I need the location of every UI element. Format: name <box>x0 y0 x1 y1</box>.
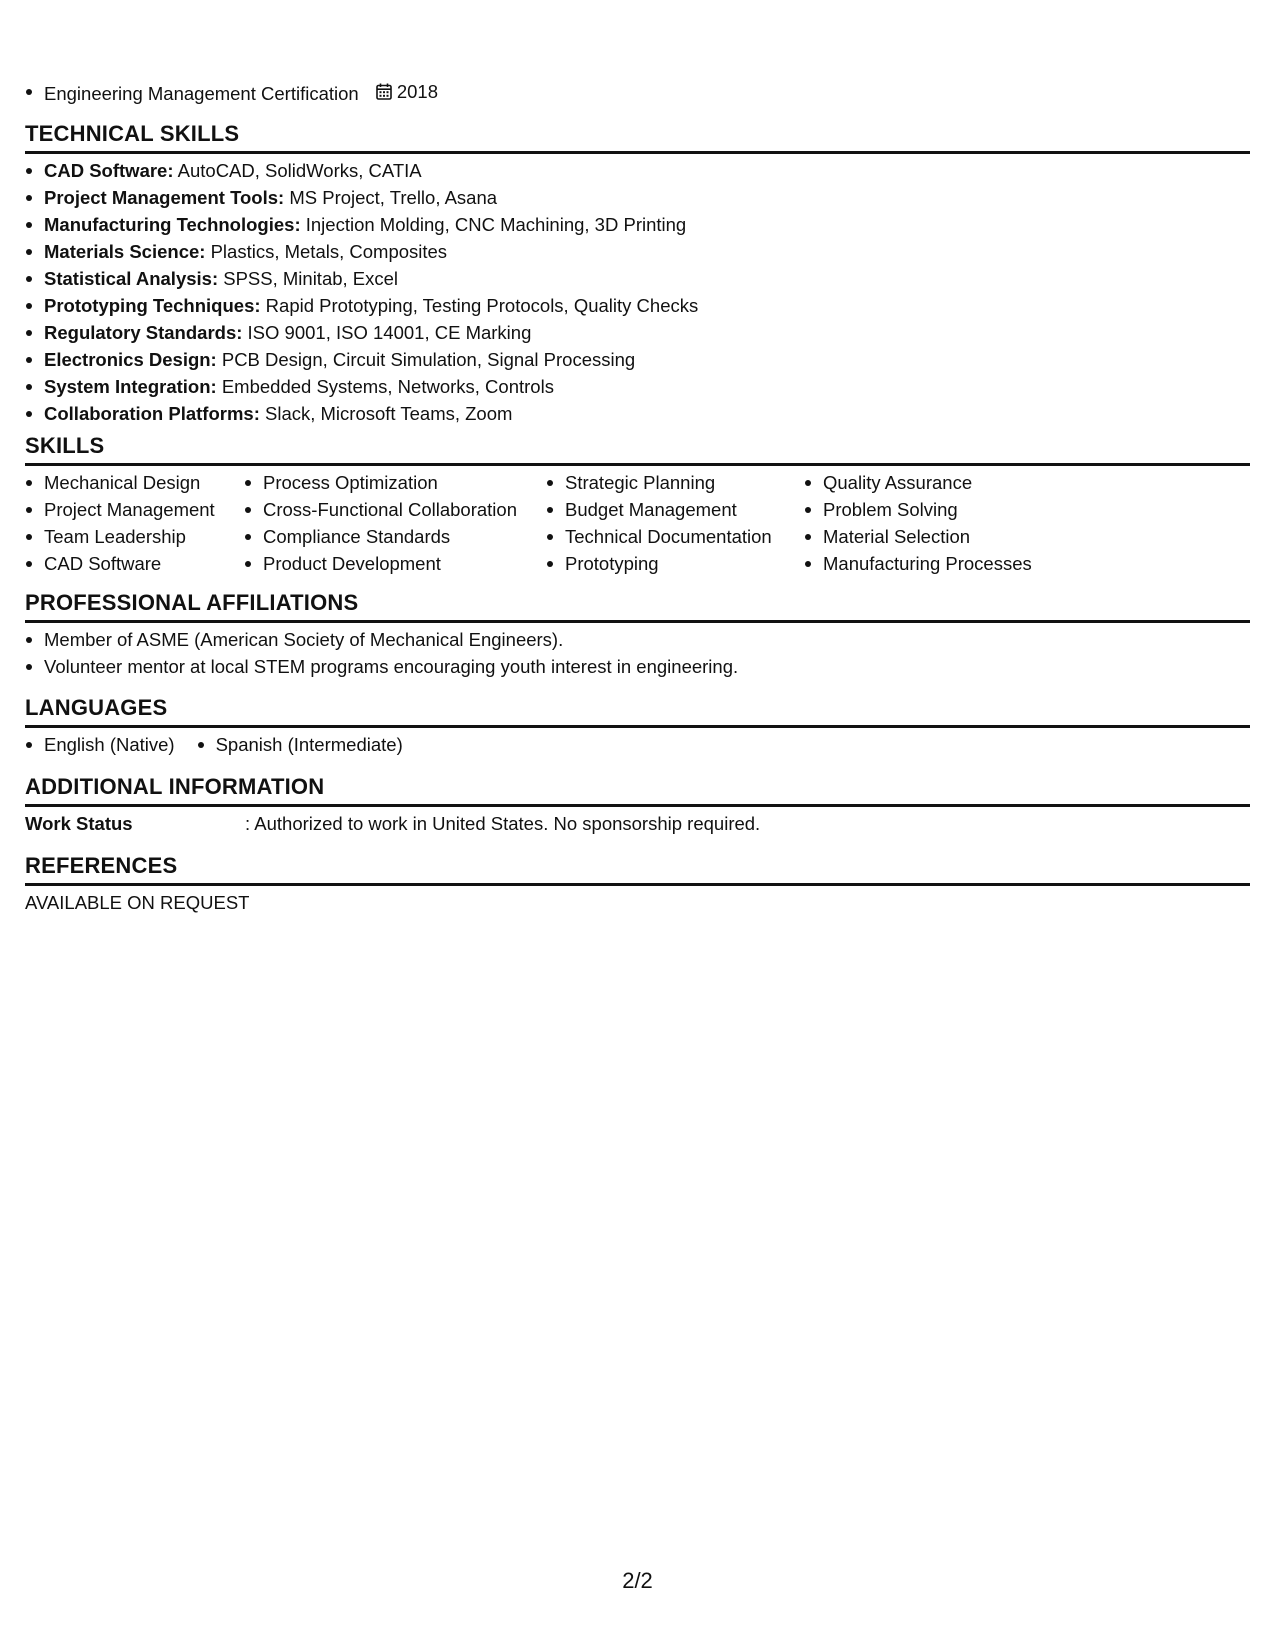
skill-item: Budget Management <box>546 496 804 523</box>
technical-skill-item <box>25 292 1250 319</box>
skill-item: Product Development <box>244 550 546 577</box>
skill-item: Strategic Planning <box>546 469 804 496</box>
skill-item: Team Leadership <box>25 523 244 550</box>
work-status-row <box>25 810 1250 837</box>
skill-item: Technical Documentation <box>546 523 804 550</box>
additional-info-heading: ADDITIONAL INFORMATION <box>25 774 1250 807</box>
skill-item: Quality Assurance <box>804 469 1064 496</box>
technical-skill-value: SPSS, Minitab, Excel <box>223 268 399 289</box>
technical-skill-item <box>25 346 1250 373</box>
skills-column <box>804 469 1064 577</box>
skills-column <box>244 469 546 577</box>
technical-skill-value: AutoCAD, SolidWorks, CATIA <box>177 160 422 181</box>
technical-skill-label: CAD Software: <box>44 160 174 181</box>
skill-item: Manufacturing Processes <box>804 550 1064 577</box>
technical-skill-item <box>25 373 1250 400</box>
languages-list <box>25 731 1250 758</box>
certifications-list <box>25 78 438 107</box>
skill-item: Material Selection <box>804 523 1064 550</box>
references-heading: REFERENCES <box>25 853 1250 886</box>
skills-column <box>546 469 804 577</box>
technical-skill-item <box>25 265 1250 292</box>
technical-skill-value: MS Project, Trello, Asana <box>289 187 498 208</box>
technical-skill-value: Plastics, Metals, Composites <box>210 241 448 262</box>
technical-skill-value: ISO 9001, ISO 14001, CE Marking <box>247 322 532 343</box>
technical-skill-item <box>25 319 1250 346</box>
skill-item: Project Management <box>25 496 244 523</box>
technical-skill-item <box>25 400 1250 427</box>
references-text: AVAILABLE ON REQUEST <box>25 892 250 913</box>
affiliations-heading: PROFESSIONAL AFFILIATIONS <box>25 590 1250 623</box>
technical-skill-item <box>25 157 1250 184</box>
certification-year: 2018 <box>396 81 438 102</box>
languages-heading: LANGUAGES <box>25 695 1250 728</box>
skill-item: Prototyping <box>546 550 804 577</box>
technical-skills-list <box>25 157 1250 427</box>
technical-skills-heading: TECHNICAL SKILLS <box>25 121 1250 154</box>
skill-item: Cross-Functional Collaboration <box>244 496 546 523</box>
skill-item: CAD Software <box>25 550 244 577</box>
work-status-label: Work Status <box>25 813 133 834</box>
resume-page <box>25 0 1250 1650</box>
technical-skill-label: Statistical Analysis: <box>44 268 219 289</box>
technical-skill-label: Manufacturing Technologies: <box>44 214 301 235</box>
technical-skill-item <box>25 211 1250 238</box>
technical-skill-value: PCB Design, Circuit Simulation, Signal Processing <box>221 349 636 370</box>
language-item: Spanish (Intermediate) <box>197 731 403 758</box>
skill-item: Mechanical Design <box>25 469 244 496</box>
technical-skill-label: Materials Science: <box>44 241 206 262</box>
skills-column <box>25 469 244 577</box>
language-item: English (Native) <box>25 731 175 758</box>
technical-skill-item <box>25 238 1250 265</box>
skills-heading: SKILLS <box>25 433 1250 466</box>
affiliation-item: Volunteer mentor at local STEM programs encouraging youth interest in engineering. <box>25 653 1250 680</box>
technical-skill-label: System Integration: <box>44 376 217 397</box>
skills-grid <box>25 469 1250 577</box>
technical-skill-label: Electronics Design: <box>44 349 217 370</box>
skill-item: Process Optimization <box>244 469 546 496</box>
certification-item <box>25 78 438 107</box>
technical-skill-label: Collaboration Platforms: <box>44 403 260 424</box>
calendar-icon <box>376 83 392 100</box>
certification-date <box>376 78 438 105</box>
skill-item: Compliance Standards <box>244 523 546 550</box>
technical-skill-value: Injection Molding, CNC Machining, 3D Printing <box>305 214 687 235</box>
technical-skill-item <box>25 184 1250 211</box>
technical-skill-value: Slack, Microsoft Teams, Zoom <box>265 403 513 424</box>
certification-name: Engineering Management Certification <box>44 83 359 104</box>
skill-item: Problem Solving <box>804 496 1064 523</box>
affiliation-item: Member of ASME (American Society of Mechanical Engineers). <box>25 626 1250 653</box>
technical-skill-value: Embedded Systems, Networks, Controls <box>221 376 554 397</box>
affiliations-list <box>25 626 1250 680</box>
technical-skill-label: Prototyping Techniques: <box>44 295 261 316</box>
technical-skill-label: Project Management Tools: <box>44 187 285 208</box>
technical-skill-label: Regulatory Standards: <box>44 322 243 343</box>
page-number: 2/2 <box>622 1568 653 1593</box>
technical-skill-value: Rapid Prototyping, Testing Protocols, Quality Checks <box>265 295 699 316</box>
work-status-value: : Authorized to work in United States. No sponsorship required. <box>245 813 761 834</box>
